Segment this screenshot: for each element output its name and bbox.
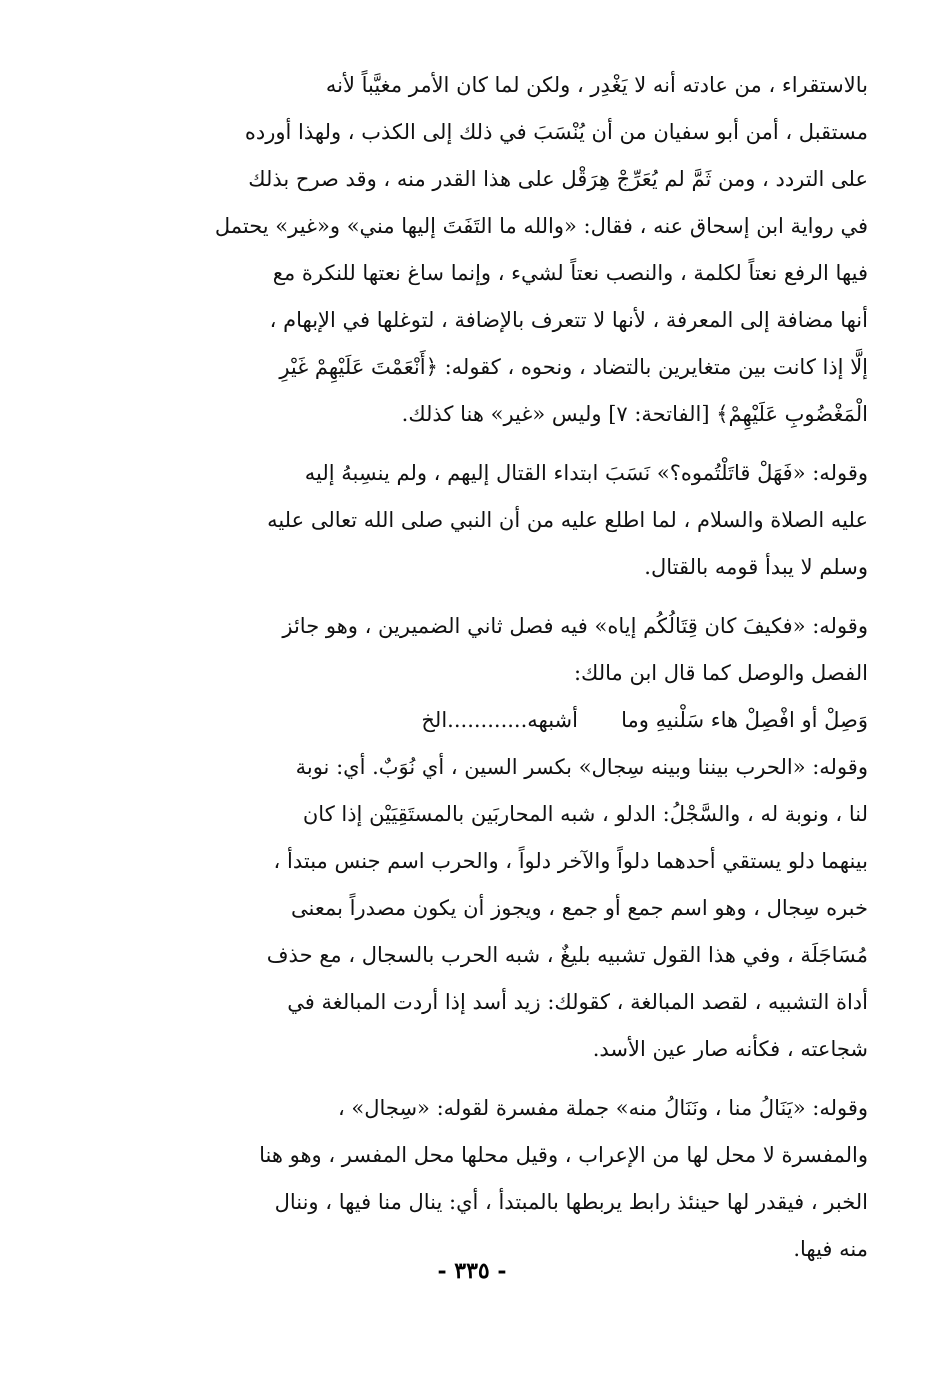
text-line: وقوله: «فكيفَ كان قِتَالُكُم إياه» فيه فصل ثاني الضميرين ، وهو جائز: [282, 614, 868, 638]
text-line: منه فيها.: [793, 1237, 868, 1261]
text-line: وسلم لا يبدأ قومه بالقتال.: [644, 555, 868, 579]
text-line: بينهما دلو يستقي أحدهما دلواً والآخر دلواً ، والحرب اسم جنس مبتدأ ،: [273, 849, 868, 873]
verse-hemistich-2: أشبهه: [527, 708, 578, 732]
text-line: وقوله: «الحرب بيننا وبينه سِجال» بكسر السين ، أي نُوَبٌ. أي: نوبة: [295, 755, 868, 779]
poetry-verse: [132, 697, 868, 744]
text-line: والمفسرة لا محل لها من الإعراب ، وقيل محلها محل المفسر ، وهو هنا: [259, 1143, 868, 1167]
text-line: بالاستقراء ، من عادته أنه لا يَغْدِر ، ولكن لما كان الأمر مغيَّباً لأنه: [325, 73, 868, 97]
text-line: مُسَاجَلَة ، وفي هذا القول تشبيه بليغٌ ، شبه الحرب بالسجال ، مع حذف: [266, 943, 868, 967]
text-line: خبره سِجال ، وهو اسم جمع أو جمع ، ويجوز أن يكون مصدراً بمعنى: [290, 896, 868, 920]
text-line: شجاعته ، فكأنه صار عين الأسد.: [592, 1037, 868, 1061]
text-line: الخبر ، فيقدر لها حينئذ رابط يربطها بالمبتدأ ، أي: ينال منا فيها ، وننال: [274, 1190, 868, 1214]
text-line: عليه الصلاة والسلام ، لما اطلع عليه من أن النبي صلى الله تعالى عليه: [267, 508, 868, 532]
text-line: فيها الرفع نعتاً لكلمة ، والنصب نعتاً لشيء ، وإنما ساغ نعتها للنكرة مع: [272, 261, 868, 285]
text-line: مستقبل ، أمن أبو سفيان من أن يُنْسَبَ في ذلك إلى الكذب ، ولهذا أورده: [244, 120, 868, 144]
text-line: أنها مضافة إلى المعرفة ، لأنها لا تتعرف بالإضافة ، لتوغلها في الإبهام ،: [269, 308, 868, 332]
text-line: إلَّا إذا كانت بين متغايرين بالتضاد ، ونحوه ، كقوله: ﴿أَنْعَمْتَ عَلَيْهِمْ غَيْرِ: [279, 355, 868, 379]
text-line: أداة التشبيه ، لقصد المبالغة ، كقولك: زيد أسد إذا أردت المبالغة في: [287, 990, 868, 1014]
paragraph-1: [132, 62, 868, 438]
text-line: وقوله: «فَهَلْ قاتَلْتُموه؟» نَسَبَ ابتداء القتال إليهم ، ولم ينسِبهُ إليه: [304, 461, 868, 485]
paragraph-4: [132, 744, 868, 1073]
verse-hemistich-1: وَصِلْ أو افْصِلْ هاء سَلْنيهِ وما: [621, 708, 868, 732]
paragraph-2: [132, 450, 868, 591]
verse-ellipsis: ............الخ: [421, 708, 528, 732]
text-line: في رواية ابن إسحاق عنه ، فقال: «والله ما التَفَتَ إليها مني» و«غير» يحتمل: [214, 214, 868, 238]
text-line: لنا ، ونوبة له ، والسَّجْلُ: الدلو ، شبه المحاربَين بالمستَقِيَيْن إذا كان: [302, 802, 868, 826]
text-line: وقوله: «يَنَالُ منا ، ونَنَالُ منه» جملة مفسرة لقوله: «سِجال» ،: [337, 1096, 868, 1120]
text-line: على التردد ، ومن ثَمَّ لم يُعَرِّجْ هِرَقْل على هذا القدر منه ، وقد صرح بذلك: [248, 167, 868, 191]
paragraph-3: [132, 603, 868, 697]
page-number: - ٣٣٥ -: [437, 1258, 507, 1284]
paragraph-5: [132, 1085, 868, 1273]
text-line: الفصل والوصل كما قال ابن مالك:: [573, 661, 868, 685]
text-line: الْمَغْضُوبِ عَلَيْهِمْ﴾ [الفاتحة: ٧] وليس «غير» هنا كذلك.: [401, 402, 868, 426]
